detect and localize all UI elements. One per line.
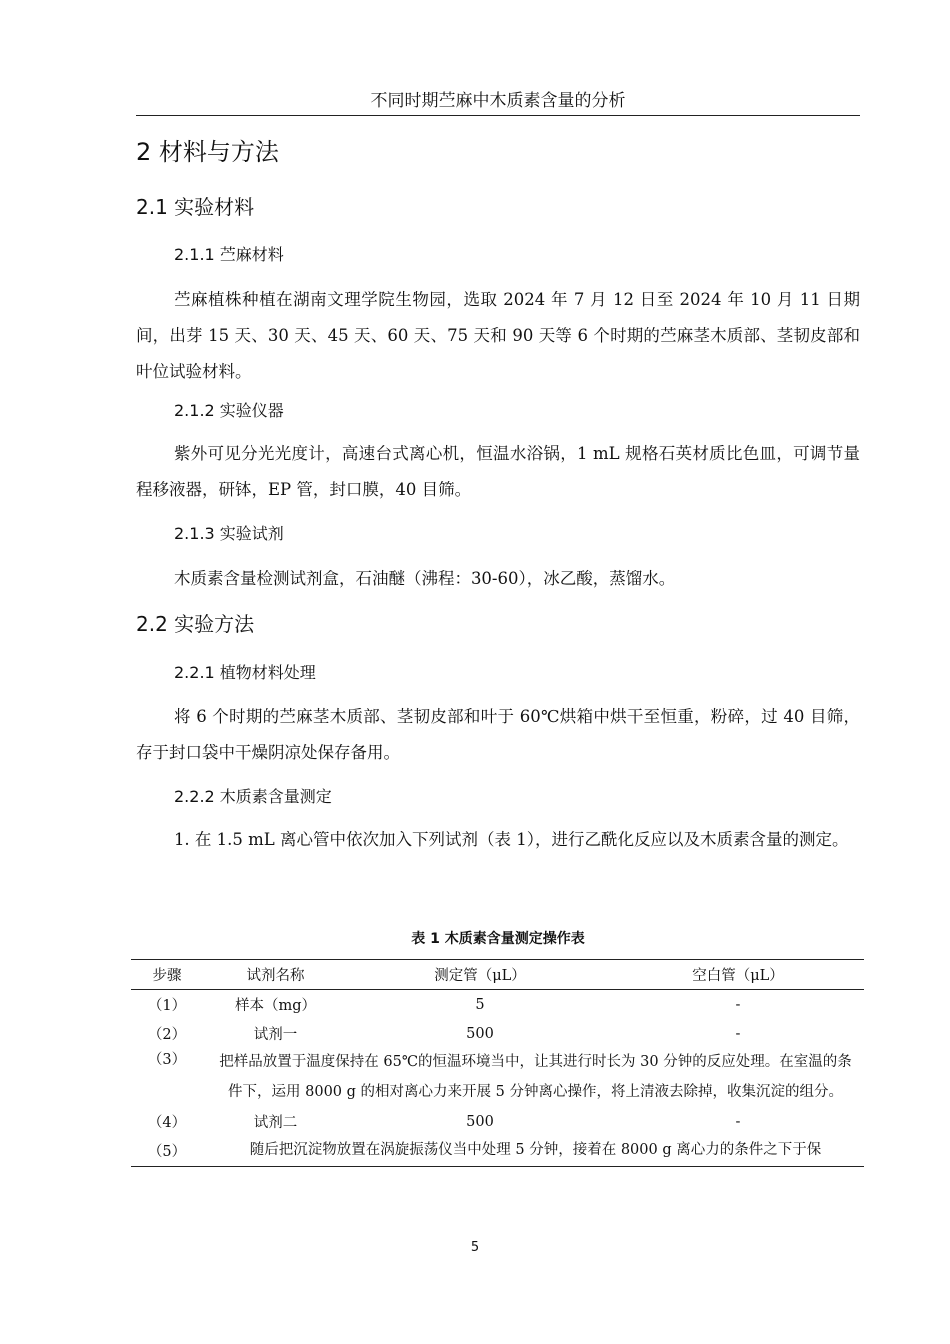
section-heading-materials-methods: 2 材料与方法 [136,138,279,166]
cell-blank-volume: - [735,1113,741,1130]
cell-reagent: 试剂一 [253,1027,298,1043]
subsubsection-heading-processing: 2.2.1 植物材料处理 [174,663,316,682]
paragraph-instruments: 紫外可见分光光度计，高速台式离心机，恒温水浴锅，1 mL 规格石英材质比色皿，可调节量程移液器，研钵，EP 管，封口膜，40 目筛。 [136,444,860,499]
subsubsection-heading-reagents: 2.1.3 实验试剂 [174,524,284,543]
subsubsection-heading-instruments: 2.1.2 实验仪器 [174,401,284,420]
paragraph-lignin-step1: 1. 在 1.5 mL 离心管中依次加入下列试剂（表 1），进行乙酰化反应以及木质素含量的测定。 [173,830,849,849]
column-header-blank-tube: 空白管（μL） [612,960,864,990]
operation-table [131,959,864,1167]
running-header: 不同时期苎麻中木质素含量的分析 [136,90,860,116]
table-header-row [131,960,864,990]
column-header-test-tube: 测定管（μL） [348,960,612,990]
cell-test-volume: 500 [466,1025,494,1042]
table-row [131,1107,864,1136]
cell-step: （5） [131,1136,203,1166]
cell-blank-volume: - [735,1025,741,1042]
subsection-heading-methods: 2.2 实验方法 [136,612,255,636]
column-header-step: 步骤 [131,960,203,990]
page-number: 5 [470,1240,480,1255]
paragraph-processing: 将 6 个时期的苎麻茎木质部、茎韧皮部和叶于 60℃烘箱中烘干至恒重，粉碎，过 40 目筛，存于封口袋中干燥阴凉处保存备用。 [136,707,860,762]
cell-reagent: 样本（mg） [234,998,317,1014]
subsection-heading-materials: 2.1 实验材料 [136,195,255,219]
paragraph-reagents: 木质素含量检测试剂盒，石油醚（沸程：30-60），冰乙酸，蒸馏水。 [173,569,676,588]
cell-step: （3） [147,1052,187,1068]
cell-step: （2） [147,1027,187,1043]
subsubsection-heading-ramie: 2.1.1 苎麻材料 [174,245,284,264]
paragraph-ramie-materials: 苎麻植株种植在湖南文理学院生物园，选取 2024 年 7 月 12 日至 2024 年 10 月 11 日期间，出芽 15 天、30 天、45 天、60 天、75 天和 90 天等 6 个时期的苎麻茎木质部、茎韧皮部和叶位试验材料。 [136,290,860,381]
column-header-reagent: 试剂名称 [203,960,348,990]
cell-step: （4） [147,1115,187,1131]
table-row [131,1048,864,1107]
cell-blank-volume: - [735,996,741,1013]
cell-step: （1） [147,998,187,1014]
table-row [131,990,864,1020]
cell-procedure-note: 把样品放置于温度保持在 65℃的恒温环境当中，让其进行时长为 30 分钟的反应处理。在室温的条件下，运用 8000 g 的相对离心力来开展 5 分钟离心操作，将上清液去除掉，收集沉淀的组分。 [219,1054,852,1100]
cell-procedure-note: 随后把沉淀物放置在涡旋振荡仪当中处理 5 分钟，接着在 8000 g 离心力的条件之下于保 [203,1136,864,1166]
table-row [131,1136,864,1166]
subsubsection-heading-lignin: 2.2.2 木质素含量测定 [174,787,332,806]
cell-test-volume: 500 [466,1113,494,1130]
cell-test-volume: 5 [475,996,485,1013]
cell-reagent: 试剂二 [253,1115,298,1131]
table-caption: 表 1 木质素含量测定操作表 [411,931,585,947]
table-row [131,1019,864,1048]
